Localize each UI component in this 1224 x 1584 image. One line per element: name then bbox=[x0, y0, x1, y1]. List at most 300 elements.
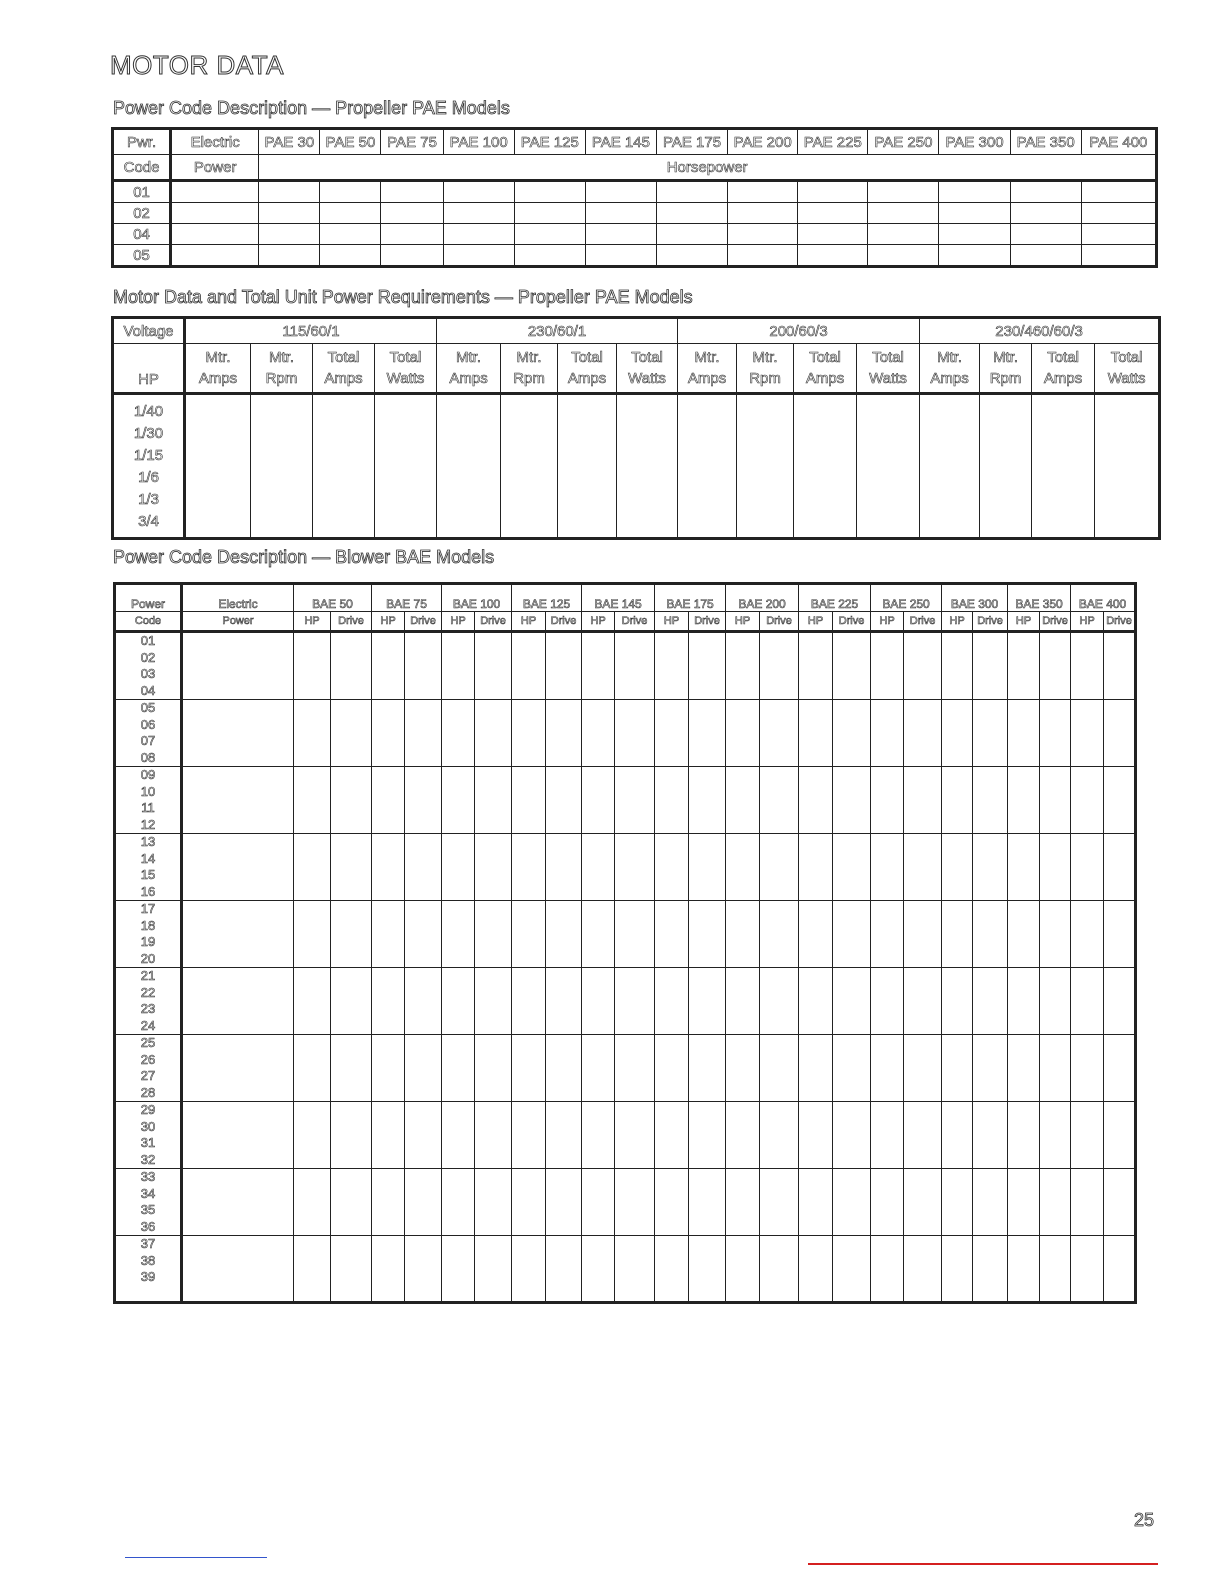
empty-cell bbox=[904, 700, 942, 767]
empty-cell bbox=[171, 181, 259, 203]
hp-value: 1/6 bbox=[138, 469, 159, 486]
hp-subheader: HP bbox=[799, 612, 833, 632]
power-code: 31 bbox=[140, 1135, 156, 1150]
power-code: 16 bbox=[140, 883, 156, 899]
empty-cell bbox=[871, 968, 904, 1035]
bae-model-header: BAE 100 bbox=[442, 584, 512, 612]
empty-cell bbox=[1104, 968, 1136, 1035]
empty-cell bbox=[475, 632, 512, 700]
empty-cell bbox=[760, 632, 799, 700]
power-code: 37 bbox=[140, 1236, 156, 1251]
empty-cell bbox=[171, 245, 259, 267]
empty-cell bbox=[904, 1169, 942, 1236]
empty-cell bbox=[904, 1102, 942, 1169]
empty-cell bbox=[585, 224, 656, 245]
empty-cell bbox=[1104, 1236, 1136, 1303]
power-code: 19 bbox=[140, 934, 156, 949]
drive-subheader: Drive bbox=[546, 612, 582, 632]
empty-cell bbox=[251, 394, 313, 539]
power-code: 18 bbox=[140, 917, 156, 933]
table-row bbox=[115, 767, 1136, 834]
empty-cell bbox=[615, 1035, 655, 1102]
empty-cell bbox=[760, 834, 799, 901]
footer-red-rule bbox=[808, 1563, 1158, 1565]
empty-cell bbox=[582, 1236, 615, 1303]
section2-title: Motor Data and Total Unit Power Requirements — Propeller PAE Models bbox=[113, 287, 693, 307]
power-code: 04 bbox=[140, 682, 156, 698]
empty-cell bbox=[760, 1169, 799, 1236]
empty-cell bbox=[737, 394, 794, 539]
power-code-group bbox=[115, 767, 182, 834]
empty-cell bbox=[833, 1035, 871, 1102]
empty-cell bbox=[760, 1035, 799, 1102]
measure-header-line2: Rpm bbox=[749, 370, 781, 387]
empty-cell bbox=[313, 394, 375, 539]
empty-cell bbox=[585, 181, 656, 203]
empty-cell bbox=[442, 1236, 475, 1303]
power-code: 32 bbox=[140, 1151, 156, 1167]
measure-header bbox=[501, 344, 558, 394]
voltage-group-header: 200/60/3 bbox=[678, 318, 920, 344]
empty-cell bbox=[331, 834, 372, 901]
empty-cell bbox=[512, 700, 546, 767]
measure-header-line2: Rpm bbox=[513, 370, 545, 387]
power-code: 20 bbox=[140, 950, 156, 966]
empty-cell bbox=[512, 1035, 546, 1102]
power-code: 25 bbox=[140, 1035, 156, 1050]
empty-cell bbox=[760, 1102, 799, 1169]
empty-cell bbox=[372, 834, 405, 901]
empty-cell bbox=[372, 700, 405, 767]
empty-cell bbox=[904, 767, 942, 834]
empty-cell bbox=[512, 1169, 546, 1236]
empty-cell bbox=[514, 203, 585, 224]
empty-cell bbox=[871, 700, 904, 767]
empty-cell bbox=[1040, 1169, 1071, 1236]
empty-cell bbox=[726, 968, 760, 1035]
power-code-cell: 05 bbox=[113, 245, 171, 267]
empty-cell bbox=[799, 767, 833, 834]
empty-cell bbox=[182, 632, 294, 700]
empty-cell bbox=[799, 632, 833, 700]
empty-cell bbox=[372, 968, 405, 1035]
measure-header bbox=[857, 344, 920, 394]
empty-cell bbox=[514, 224, 585, 245]
drive-subheader: Drive bbox=[973, 612, 1008, 632]
measure-header bbox=[251, 344, 313, 394]
empty-cell bbox=[372, 1035, 405, 1102]
empty-cell bbox=[331, 1169, 372, 1236]
voltage-group-header: 230/460/60/3 bbox=[920, 318, 1160, 344]
measure-header-line2: Watts bbox=[386, 370, 425, 387]
power-code-group bbox=[115, 968, 182, 1035]
table-row bbox=[115, 1102, 1136, 1169]
empty-cell bbox=[689, 901, 726, 968]
drive-subheader: Drive bbox=[689, 612, 726, 632]
empty-cell bbox=[1040, 767, 1071, 834]
empty-cell bbox=[799, 901, 833, 968]
page-number: 25 bbox=[1134, 1510, 1155, 1530]
empty-cell bbox=[1008, 968, 1040, 1035]
power-code: 34 bbox=[140, 1185, 156, 1201]
empty-cell bbox=[1104, 1169, 1136, 1236]
measure-header-line1: Total bbox=[872, 349, 904, 366]
empty-cell bbox=[973, 1102, 1008, 1169]
empty-cell bbox=[942, 1102, 973, 1169]
power-code: 08 bbox=[140, 749, 156, 765]
measure-header-line2: Watts bbox=[628, 370, 666, 387]
table-row bbox=[115, 1236, 1136, 1303]
empty-cell bbox=[331, 700, 372, 767]
hp-subheader: HP bbox=[294, 612, 331, 632]
power-code-header-line2: Code bbox=[115, 612, 182, 632]
measure-header-line1: Mtr. bbox=[993, 349, 1019, 366]
empty-cell bbox=[294, 1035, 331, 1102]
empty-cell bbox=[1008, 1236, 1040, 1303]
measure-header-line1: Total bbox=[809, 349, 841, 366]
empty-cell bbox=[582, 1102, 615, 1169]
pae-model-header: PAE 300 bbox=[939, 129, 1010, 155]
power-code: 27 bbox=[140, 1068, 156, 1083]
empty-cell bbox=[475, 1169, 512, 1236]
page-title: MOTOR DATA bbox=[110, 50, 284, 80]
power-code-group bbox=[115, 1102, 182, 1169]
empty-cell bbox=[655, 1102, 689, 1169]
empty-cell bbox=[331, 1236, 372, 1303]
empty-cell bbox=[1040, 700, 1071, 767]
empty-cell bbox=[799, 1169, 833, 1236]
empty-cell bbox=[833, 968, 871, 1035]
empty-cell bbox=[833, 1102, 871, 1169]
empty-cell bbox=[182, 901, 294, 968]
empty-cell bbox=[615, 834, 655, 901]
empty-cell bbox=[1040, 901, 1071, 968]
empty-cell bbox=[437, 394, 501, 539]
empty-cell bbox=[585, 245, 656, 267]
power-code: 39 bbox=[140, 1269, 156, 1284]
empty-cell bbox=[259, 181, 320, 203]
pae-model-header: PAE 225 bbox=[798, 129, 868, 155]
empty-cell bbox=[546, 1169, 582, 1236]
empty-cell bbox=[405, 632, 442, 700]
empty-cell bbox=[514, 245, 585, 267]
empty-cell bbox=[259, 203, 320, 224]
empty-cell bbox=[904, 1236, 942, 1303]
measure-header bbox=[980, 344, 1032, 394]
empty-cell bbox=[799, 968, 833, 1035]
empty-cell bbox=[1040, 968, 1071, 1035]
power-code: 29 bbox=[140, 1102, 156, 1117]
empty-cell bbox=[320, 224, 381, 245]
measure-header-line2: Watts bbox=[869, 370, 907, 387]
empty-cell bbox=[1040, 1102, 1071, 1169]
bae-model-header: BAE 225 bbox=[799, 584, 871, 612]
empty-cell bbox=[1071, 632, 1104, 700]
measure-header-line1: Mtr. bbox=[205, 349, 231, 366]
empty-cell bbox=[942, 901, 973, 968]
empty-cell bbox=[1010, 224, 1081, 245]
empty-cell bbox=[942, 1236, 973, 1303]
drive-subheader: Drive bbox=[405, 612, 442, 632]
measure-header-line1: Mtr. bbox=[456, 349, 482, 366]
empty-cell bbox=[182, 968, 294, 1035]
empty-cell bbox=[655, 700, 689, 767]
measure-header-line2: Amps bbox=[930, 370, 969, 387]
hp-subheader: HP bbox=[1008, 612, 1040, 632]
empty-cell bbox=[331, 767, 372, 834]
empty-cell bbox=[443, 203, 514, 224]
empty-cell bbox=[1032, 394, 1095, 539]
empty-cell bbox=[1104, 700, 1136, 767]
empty-cell bbox=[689, 700, 726, 767]
table-row bbox=[115, 1035, 1136, 1102]
empty-cell bbox=[617, 394, 678, 539]
empty-cell bbox=[442, 767, 475, 834]
empty-cell bbox=[1008, 901, 1040, 968]
empty-cell bbox=[475, 901, 512, 968]
table-row bbox=[115, 901, 1136, 968]
power-code: 36 bbox=[140, 1218, 156, 1234]
bae-model-header: BAE 175 bbox=[655, 584, 726, 612]
empty-cell bbox=[904, 632, 942, 700]
measure-header-line1: Total bbox=[327, 349, 360, 366]
empty-cell bbox=[1010, 203, 1081, 224]
empty-cell bbox=[294, 834, 331, 901]
hp-value: 1/40 bbox=[133, 403, 164, 420]
power-code-header-line1: Power bbox=[115, 584, 182, 612]
empty-cell bbox=[1071, 968, 1104, 1035]
empty-cell bbox=[1104, 1035, 1136, 1102]
power-code: 07 bbox=[140, 733, 156, 748]
pae-model-header: PAE 350 bbox=[1010, 129, 1081, 155]
empty-cell bbox=[939, 245, 1010, 267]
empty-cell bbox=[331, 632, 372, 700]
measure-header bbox=[185, 344, 251, 394]
measure-header-line2: Amps bbox=[567, 370, 607, 387]
empty-cell bbox=[405, 1236, 442, 1303]
empty-cell bbox=[331, 1035, 372, 1102]
empty-cell bbox=[1104, 767, 1136, 834]
power-code-group bbox=[115, 834, 182, 901]
empty-cell bbox=[942, 968, 973, 1035]
empty-cell bbox=[1081, 181, 1156, 203]
empty-cell bbox=[728, 245, 798, 267]
empty-cell bbox=[920, 394, 980, 539]
empty-cell bbox=[182, 1236, 294, 1303]
empty-cell bbox=[442, 1169, 475, 1236]
empty-cell bbox=[726, 632, 760, 700]
empty-cell bbox=[381, 181, 443, 203]
empty-cell bbox=[582, 834, 615, 901]
power-code: 17 bbox=[140, 901, 156, 916]
empty-cell bbox=[320, 181, 381, 203]
power-code: 14 bbox=[140, 850, 156, 866]
power-code: 13 bbox=[140, 834, 156, 849]
bae-model-header: BAE 50 bbox=[294, 584, 372, 612]
power-code-cell: 02 bbox=[113, 203, 171, 224]
empty-cell bbox=[656, 224, 727, 245]
power-code-cell: 01 bbox=[113, 181, 171, 203]
empty-cell bbox=[512, 1236, 546, 1303]
empty-cell bbox=[405, 968, 442, 1035]
power-code: 10 bbox=[140, 783, 156, 799]
empty-cell bbox=[1008, 700, 1040, 767]
pae-power-code-table bbox=[111, 127, 1158, 268]
empty-cell bbox=[405, 1102, 442, 1169]
empty-cell bbox=[799, 1102, 833, 1169]
empty-cell bbox=[512, 968, 546, 1035]
empty-cell bbox=[331, 1102, 372, 1169]
measure-header-line2: Rpm bbox=[265, 370, 298, 387]
empty-cell bbox=[689, 767, 726, 834]
empty-cell bbox=[655, 1236, 689, 1303]
bae-model-header: BAE 400 bbox=[1071, 584, 1136, 612]
empty-cell bbox=[973, 1035, 1008, 1102]
empty-cell bbox=[171, 224, 259, 245]
measure-header bbox=[437, 344, 501, 394]
empty-cell bbox=[372, 1102, 405, 1169]
empty-cell bbox=[442, 968, 475, 1035]
empty-cell bbox=[381, 203, 443, 224]
empty-cell bbox=[689, 1035, 726, 1102]
pae-model-header: PAE 30 bbox=[259, 129, 320, 155]
empty-cell bbox=[512, 834, 546, 901]
hp-subheader: HP bbox=[871, 612, 904, 632]
empty-cell bbox=[372, 632, 405, 700]
empty-cell bbox=[182, 767, 294, 834]
measure-header bbox=[558, 344, 617, 394]
empty-cell bbox=[833, 632, 871, 700]
bae-model-header: BAE 350 bbox=[1008, 584, 1071, 612]
empty-cell bbox=[942, 767, 973, 834]
power-code-group bbox=[115, 1035, 182, 1102]
empty-cell bbox=[726, 1102, 760, 1169]
pae-model-header: PAE 145 bbox=[585, 129, 656, 155]
power-code: 06 bbox=[140, 716, 156, 732]
power-code-cell: 04 bbox=[113, 224, 171, 245]
empty-cell bbox=[868, 245, 939, 267]
empty-cell bbox=[443, 181, 514, 203]
measure-header-line1: Total bbox=[1047, 349, 1079, 366]
measure-header-line2: Amps bbox=[1043, 370, 1083, 387]
measure-header-line1: Mtr. bbox=[516, 349, 542, 366]
empty-cell bbox=[443, 224, 514, 245]
section3-title: Power Code Description — Blower BAE Models bbox=[113, 547, 495, 567]
empty-cell bbox=[320, 203, 381, 224]
bae-model-header: BAE 75 bbox=[372, 584, 442, 612]
empty-cell bbox=[546, 968, 582, 1035]
empty-cell bbox=[442, 834, 475, 901]
empty-cell bbox=[799, 1035, 833, 1102]
empty-cell bbox=[726, 1169, 760, 1236]
hp-value: 1/3 bbox=[138, 491, 159, 508]
empty-cell bbox=[1071, 1102, 1104, 1169]
power-code-group bbox=[115, 700, 182, 767]
empty-cell bbox=[372, 767, 405, 834]
empty-cell bbox=[726, 901, 760, 968]
hp-value: 1/30 bbox=[133, 425, 164, 442]
empty-cell bbox=[294, 968, 331, 1035]
empty-cell bbox=[546, 632, 582, 700]
empty-cell bbox=[726, 767, 760, 834]
empty-cell bbox=[1071, 1236, 1104, 1303]
empty-cell bbox=[799, 700, 833, 767]
power-code: 09 bbox=[140, 767, 156, 782]
empty-cell bbox=[294, 632, 331, 700]
power-code: 12 bbox=[140, 816, 156, 832]
empty-cell bbox=[405, 834, 442, 901]
empty-cell bbox=[760, 767, 799, 834]
pae-model-header: PAE 50 bbox=[320, 129, 381, 155]
empty-cell bbox=[1104, 632, 1136, 700]
empty-cell bbox=[1008, 767, 1040, 834]
empty-cell bbox=[760, 700, 799, 767]
empty-cell bbox=[871, 901, 904, 968]
measure-header bbox=[678, 344, 737, 394]
empty-cell bbox=[973, 968, 1008, 1035]
empty-cell bbox=[442, 1035, 475, 1102]
hp-subheader: HP bbox=[1071, 612, 1104, 632]
empty-cell bbox=[871, 1236, 904, 1303]
empty-cell bbox=[656, 203, 727, 224]
voltage-header: Voltage bbox=[113, 318, 185, 344]
empty-cell bbox=[546, 767, 582, 834]
empty-cell bbox=[689, 1169, 726, 1236]
measure-header-line2: Amps bbox=[324, 370, 363, 387]
measure-header-line1: Mtr. bbox=[937, 349, 963, 366]
empty-cell bbox=[1095, 394, 1160, 539]
empty-cell bbox=[375, 394, 437, 539]
hp-subheader: HP bbox=[942, 612, 973, 632]
empty-cell bbox=[475, 834, 512, 901]
measure-header bbox=[617, 344, 678, 394]
measure-header-line2: Amps bbox=[198, 370, 238, 387]
empty-cell bbox=[1008, 632, 1040, 700]
empty-cell bbox=[615, 1102, 655, 1169]
measure-header bbox=[1095, 344, 1160, 394]
empty-cell bbox=[582, 700, 615, 767]
voltage-group-header: 230/60/1 bbox=[437, 318, 678, 344]
table-row bbox=[115, 968, 1136, 1035]
empty-cell bbox=[182, 1169, 294, 1236]
empty-cell bbox=[582, 1169, 615, 1236]
hp-subheader: HP bbox=[726, 612, 760, 632]
pae-model-header: PAE 75 bbox=[381, 129, 443, 155]
bae-model-header: BAE 125 bbox=[512, 584, 582, 612]
empty-cell bbox=[798, 245, 868, 267]
empty-cell bbox=[760, 1236, 799, 1303]
electric-header-line1: Electric bbox=[171, 129, 259, 155]
power-code-group bbox=[115, 1236, 182, 1303]
measure-header-line1: Total bbox=[389, 349, 422, 366]
bae-model-header: BAE 200 bbox=[726, 584, 799, 612]
electric-header-line2: Power bbox=[171, 155, 259, 181]
empty-cell bbox=[942, 1035, 973, 1102]
code-header-line2: Code bbox=[113, 155, 171, 181]
empty-cell bbox=[868, 203, 939, 224]
empty-cell bbox=[868, 224, 939, 245]
empty-cell bbox=[331, 968, 372, 1035]
hp-header: HP bbox=[113, 344, 185, 394]
power-code-group bbox=[115, 901, 182, 968]
measure-header-line1: Mtr. bbox=[752, 349, 778, 366]
empty-cell bbox=[475, 767, 512, 834]
footer-blue-rule bbox=[125, 1557, 267, 1558]
empty-cell bbox=[973, 1236, 1008, 1303]
electric-power-header-line2: Power bbox=[182, 612, 294, 632]
measure-header bbox=[313, 344, 375, 394]
empty-cell bbox=[546, 1035, 582, 1102]
